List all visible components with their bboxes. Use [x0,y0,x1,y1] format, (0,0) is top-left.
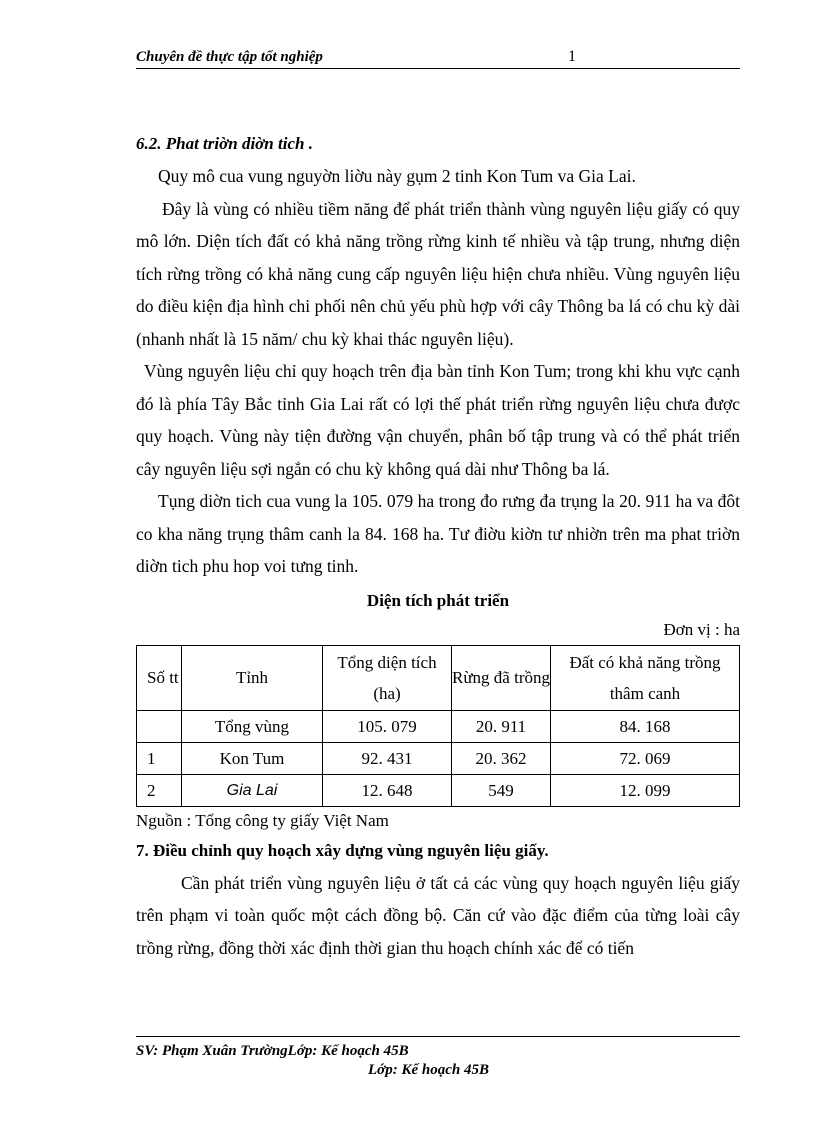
cell-rung: 549 [452,774,551,806]
cell-stt: 2 [137,774,182,806]
cell-tong: 12. 648 [323,774,452,806]
header-rung: Rừng đã trồng [452,645,551,710]
main-content [136,128,740,964]
table-row [137,742,740,774]
cell-rung: 20. 911 [452,710,551,742]
page-header [136,48,740,69]
cell-dat: 72. 069 [551,742,740,774]
cell-stt [137,710,182,742]
paragraph: Tụng diờn tich cua vung la 105. 079 ha trong đo rưng đa trụng la 20. 911 ha va đôt co kha năng trụng thâm canh la 84. 168 ha. Tư điờu kiờn tư nhiờn trên ma phat triờn diờn tich phu hop voi tưng tinh. [136,491,740,576]
footer-class-line: Lớp: Kế hoạch 45B [368,1062,489,1078]
paragraph: Vùng nguyên liệu chỉ quy hoạch trên địa bàn tỉnh Kon Tum; trong khi khu vực cạnh đó là phía Tây Bắc tỉnh Gia Lai rất có lợi thế phát triển rừng nguyên liệu chưa được quy hoạch. Vùng này tiện đường vận chuyển, phân bố tập trung và có thể phát triển cây nguyên liệu sợi ngắn có chu kỳ không quá dài như Thông ba lá. [136,361,740,479]
table-unit: Đơn vị : ha [663,619,740,639]
cell-tinh: Kon Tum [182,742,323,774]
paragraph: Đây là vùng có nhiều tiềm năng để phát triển thành vùng nguyên liệu giấy có quy mô lớn. Diện tích đất có khả năng trồng rừng kinh tế nhiều và tập trung, nhưng diện tích rừng trồng có khả năng cung cấp nguyên liệu hiện chưa nhiều. Vùng nguyên liệu do điều kiện địa hình chi phối nên chủ yếu phù hợp với cây Thông ba lá có chu kỳ dài (nhanh nhất là 15 năm/ chu kỳ khai thác nguyên liệu). [136,198,740,349]
cell-tinh: Gia Lai [182,774,323,806]
cell-stt: 1 [137,742,182,774]
table-row [137,774,740,806]
paragraph: Quy mô cua vung nguyờn liờu này gụm 2 tinh Kon Tum va Gia Lai. [158,166,636,186]
cell-tong: 92. 431 [323,742,452,774]
table-row [137,710,740,742]
paragraph: Cần phát triển vùng nguyên liệu ở tất cả các vùng quy hoạch nguyên liệu giấy trên phạm vi toàn quốc một cách đồng bộ. Căn cứ vào đặc điểm của từng loài cây trồng rừng, đồng thời xác định thời gian thu hoạch chính xác để có tiến [136,872,740,958]
data-table [136,645,740,807]
table-source: Nguồn : Tổng công ty giấy Việt Nam [136,810,389,830]
cell-rung: 20. 362 [452,742,551,774]
cell-tinh: Tổng vùng [182,710,323,742]
cell-dat: 84. 168 [551,710,740,742]
cell-tong: 105. 079 [323,710,452,742]
header-tong: Tổng diện tích (ha) [323,645,452,710]
header-dat: Đất có khả năng trồng thâm canh [551,645,740,710]
table-header-row [137,645,740,710]
page-number: 1 [568,48,576,65]
header-stt: Số tt [137,645,182,710]
section-heading-7: 7. Điều chỉnh quy hoạch xây dựng vùng nguyên liệu giấy. [136,840,549,860]
header-title: Chuyên đề thực tập tốt nghiệp [136,49,323,65]
footer-student-line: SV: Phạm Xuân TrườngLớp: Kế hoạch 45B [136,1043,409,1059]
header-tinh: Tỉnh [182,645,323,710]
page-footer [136,1036,740,1079]
section-heading: 6.2. Phat triờn diờn tich . [136,134,313,153]
cell-dat: 12. 099 [551,774,740,806]
table-caption: Diện tích phát triển [366,590,510,610]
